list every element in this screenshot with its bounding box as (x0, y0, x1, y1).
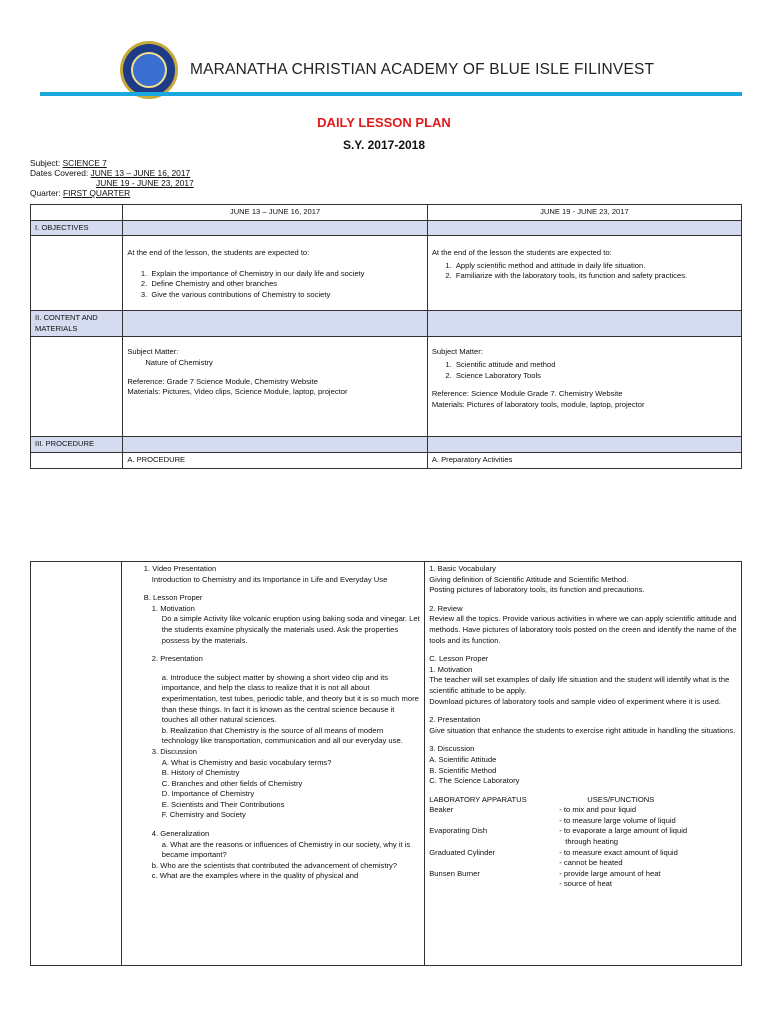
generalization-item: c. What are the examples where in the quality of physical and (151, 871, 359, 881)
subject-matter: Nature of Chemistry (145, 357, 213, 367)
school-header (120, 42, 654, 98)
proc-line: 4. Generalization (151, 829, 210, 839)
proc-line: Review all the topics. Provide various activities in where we can apply scientific attitude and methods. Have pictures of laboratory tools posted on the creen and identify the name of the tools and its function. (429, 614, 737, 645)
date-range-2: JUNE 19 - JUNE 23, 2017 (96, 178, 194, 188)
lab-use: - source of heat (559, 879, 612, 889)
content-week2 (427, 337, 741, 437)
quarter-label: Quarter: (30, 188, 64, 198)
objectives-week2 (427, 236, 741, 311)
discussion-item: B. History of Chemistry (161, 768, 240, 778)
procedure-table (30, 561, 742, 966)
lab-apparatus: Evaporating Dish (429, 826, 488, 836)
reference: Reference: Grade 7 Science Module, Chemistry Website (127, 376, 318, 386)
doc-title: DAILY LESSON PLAN (317, 115, 451, 130)
generalization-item: a. What are the reasons or influences of Chemistry in our society, why it is became important? (161, 839, 411, 860)
proc-line: 2. Presentation (429, 715, 481, 725)
section-procedure: III. PROCEDURE (31, 437, 123, 453)
discussion-item: A. What is Chemistry and basic vocabulary terms? (161, 757, 332, 767)
lab-use: - cannot be heated (559, 858, 623, 868)
lab-apparatus: Beaker (429, 805, 454, 815)
proc-line: Do a simple Activity like volcanic eruption using baking soda and vinegar. Let the students examine physically the materials used. Ask the properties possess by the materials. (161, 614, 420, 645)
procedure-details-week1 (121, 562, 424, 966)
generalization-item: b. Who are the scientists that contributed the advancement of chemistry? (151, 860, 398, 870)
objective-item: 2. Familiarize with the laboratory tools, its function and safety practices. (454, 271, 737, 282)
objectives-week1 (123, 236, 428, 311)
lab-use: - to measure large volume of liquid (559, 815, 676, 825)
proc-line: C. Lesson Proper (429, 654, 489, 664)
lesson-table (30, 204, 742, 469)
subject-matter-label: Subject Matter: (431, 347, 483, 357)
materials: Materials: Pictures of laboratory tools, module, laptop, projector (431, 399, 645, 409)
objective-item: 3. Give the various contributions of Chemistry to society (149, 290, 423, 301)
subject-matter-item: 1. Scientific attitude and method (454, 360, 737, 371)
objective-item: 1. Explain the importance of Chemistry in our daily life and society (149, 269, 423, 280)
section-objectives: I. OBJECTIVES (31, 220, 123, 236)
column-header-week1: JUNE 13 – JUNE 16, 2017 (123, 205, 428, 221)
dates-label: Dates Covered: (30, 168, 91, 178)
school-seal-logo (120, 41, 178, 99)
discussion-item: C. Branches and other fields of Chemistry (161, 778, 303, 788)
date-range-1: JUNE 13 – JUNE 16, 2017 (90, 168, 191, 178)
proc-line: 1. Motivation (429, 664, 473, 674)
proc-line: Giving definition of Scientific Attitude and Scientific Method. (429, 574, 629, 584)
lab-use: - provide large amount of heat (559, 868, 661, 878)
discussion-item: D. Importance of Chemistry (161, 789, 255, 799)
lab-use: - to mix and pour liquid (559, 805, 637, 815)
proc-line: Download pictures of laboratory tools and sample video of experiment where it is used. (429, 696, 721, 706)
subject-matter-item: 2. Science Laboratory Tools (454, 371, 737, 382)
content-week1 (123, 337, 428, 437)
proc-line: 1. Basic Vocabulary (429, 564, 496, 573)
lab-use: through heating (565, 837, 619, 847)
school-name: MARANATHA CHRISTIAN ACADEMY OF BLUE ISLE FILINVEST (190, 61, 655, 78)
procedure-week1: A. PROCEDURE (123, 452, 428, 468)
proc-line: Posting pictures of laboratory tools, its function and precautions. (429, 585, 645, 595)
lab-uses-header: USES/FUNCTIONS (587, 794, 655, 804)
lab-apparatus: Graduated Cylinder (429, 847, 496, 857)
objective-item: 2. Define Chemistry and other branches (149, 279, 423, 290)
lab-row (429, 805, 737, 826)
proc-line: A. Scientific Attitude (429, 754, 497, 764)
proc-line: 1. Video Presentation (143, 564, 217, 573)
school-year: S.Y. 2017-2018 (342, 138, 426, 152)
proc-line: 3. Discussion (151, 746, 197, 756)
objective-item: 1. Apply scientific method and attitude in daily life situation. (454, 261, 737, 272)
lab-row (429, 826, 737, 847)
objectives-intro: At the end of the lesson the students are expected to: (431, 248, 612, 258)
subject-matter-label: Subject Matter: (127, 347, 179, 357)
subject-value: SCIENCE 7 (62, 158, 107, 168)
header-divider (40, 92, 742, 96)
lesson-meta (30, 158, 194, 198)
proc-line: a. Introduce the subject matter by showing a short video clip and its importance, and help the class to realize that it is not all about experimentation, test tubes, periodic table, and theory but it is so much more than these things. In fact it is known as the central science because it touches all other natural sciences. (161, 672, 419, 725)
proc-line: C. The Science Laboratory (429, 776, 520, 786)
proc-line: The teacher will set examples of daily life situation and the student will identify what is the scientific attitude to be apply. (429, 675, 730, 695)
proc-line: 2. Presentation (151, 654, 203, 664)
discussion-item: F. Chemistry and Society (161, 810, 246, 820)
quarter-value: FIRST QUARTER (63, 188, 131, 198)
procedure-details-week2 (425, 562, 742, 966)
proc-line: 2. Review (429, 603, 463, 613)
column-header-week2: JUNE 19 - JUNE 23, 2017 (427, 205, 741, 221)
proc-line: Give situation that enhance the students to exercise right attitude in handling the situations. (429, 725, 736, 735)
proc-line: Introduction to Chemistry and its Importance in Life and Everyday Use (151, 574, 388, 584)
section-content-materials: II. CONTENT AND MATERIALS (31, 311, 123, 337)
procedure-week2: A. Preparatory Activities (427, 452, 741, 468)
proc-line: B. Scientific Method (429, 765, 497, 775)
blank-header-cell (31, 205, 123, 221)
proc-line: 3. Discussion (429, 744, 475, 754)
proc-line: 1. Motivation (151, 603, 195, 613)
lab-row (429, 869, 737, 890)
proc-line: B. Lesson Proper (143, 593, 203, 603)
materials: Materials: Pictures, Video clips, Science Module, laptop, projector (127, 387, 348, 397)
lab-row (429, 848, 737, 869)
lab-apparatus: Bunsen Burner (429, 868, 480, 878)
lab-table-header (429, 795, 737, 806)
objectives-intro: At the end of the lesson, the students are expected to: (127, 248, 310, 258)
discussion-item: E. Scientists and Their Contributions (161, 799, 285, 809)
lab-use: - to measure exact amount of liquid (559, 847, 678, 857)
lab-use: - to evaporate a large amount of liquid (559, 826, 688, 836)
proc-line: b. Realization that Chemistry is the source of all means of modern technology like transportation, communication and all our everyday use. (161, 725, 403, 746)
lab-apparatus-header: LABORATORY APPARATUS (429, 794, 527, 804)
subject-label: Subject: (30, 158, 63, 168)
reference: Reference: Science Module Grade 7. Chemistry Website (431, 389, 623, 399)
